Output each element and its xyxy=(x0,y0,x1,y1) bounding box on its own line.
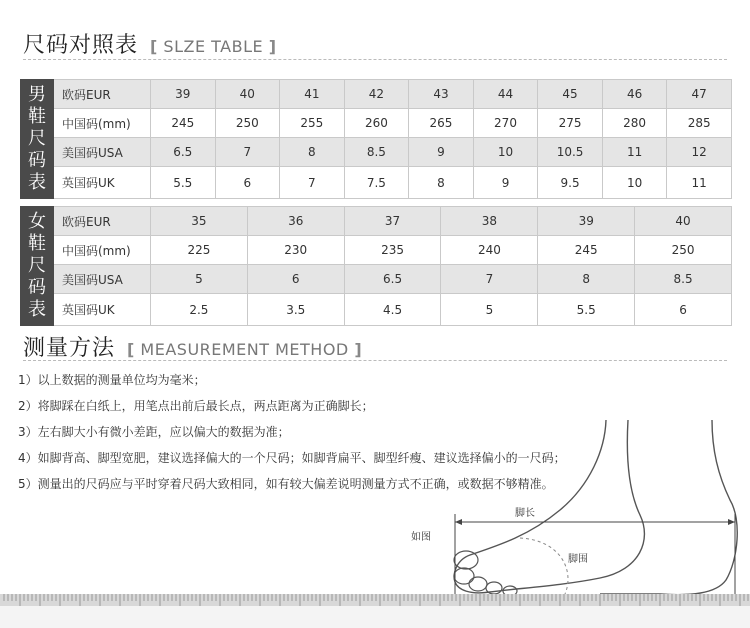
women-size-cell: 5.5 xyxy=(538,294,635,326)
men-size-cell: 47 xyxy=(667,80,732,109)
men-size-cell: 270 xyxy=(473,109,538,138)
women-row-label: 英国码UK xyxy=(54,294,151,326)
women-side-char: 鞋 xyxy=(28,233,46,254)
men-row xyxy=(21,167,732,199)
men-size-cell: 8.5 xyxy=(344,138,409,167)
men-size-cell: 10 xyxy=(602,167,667,199)
women-row-label: 中国码(mm) xyxy=(54,236,151,265)
men-size-cell: 275 xyxy=(538,109,603,138)
step-4: 4）如脚背高、脚型宽肥，建议选择偏大的一个尺码；如脚背扁平、脚型纤瘦、建议选择偏小的一尺码； xyxy=(18,451,566,465)
foot-measurement-diagram xyxy=(0,410,750,628)
women-side-char: 女 xyxy=(28,211,46,232)
men-side-char: 鞋 xyxy=(28,106,46,127)
men-size-cell: 40 xyxy=(215,80,280,109)
men-size-cell: 10.5 xyxy=(538,138,603,167)
men-size-cell: 10 xyxy=(473,138,538,167)
men-size-cell: 250 xyxy=(215,109,280,138)
women-size-cell: 3.5 xyxy=(247,294,344,326)
foot-girth-label: 脚围 xyxy=(568,554,588,565)
foot-illustration xyxy=(0,410,750,628)
measurement-heading xyxy=(23,331,362,362)
men-size-cell: 45 xyxy=(538,80,603,109)
women-size-cell: 7 xyxy=(441,265,538,294)
men-row xyxy=(21,80,732,109)
men-size-cell: 39 xyxy=(151,80,216,109)
women-size-cell: 40 xyxy=(635,207,732,236)
men-size-cell: 9 xyxy=(409,138,474,167)
men-size-cell: 265 xyxy=(409,109,474,138)
step-3: 3）左右脚大小有微小差距，应以偏大的数据为准； xyxy=(18,425,290,439)
men-side-char: 男 xyxy=(28,84,46,105)
women-size-cell: 5 xyxy=(151,265,248,294)
men-row-label: 英国码UK xyxy=(54,167,151,199)
women-size-cell: 5 xyxy=(441,294,538,326)
men-row-label: 美国码USA xyxy=(54,138,151,167)
women-side-label xyxy=(21,207,54,326)
men-size-cell: 6 xyxy=(215,167,280,199)
men-size-cell: 41 xyxy=(280,80,345,109)
men-size-cell: 43 xyxy=(409,80,474,109)
women-size-cell: 6 xyxy=(247,265,344,294)
size-chart-heading xyxy=(23,28,277,59)
bracket-open: [ xyxy=(127,340,135,359)
men-row xyxy=(21,138,732,167)
size-chart-subtitle-text: SLZE TABLE xyxy=(163,37,264,56)
men-side-label xyxy=(21,80,54,199)
women-size-cell: 8 xyxy=(538,265,635,294)
men-size-cell: 285 xyxy=(667,109,732,138)
women-size-table xyxy=(20,206,732,326)
women-size-cell: 8.5 xyxy=(635,265,732,294)
measurement-title: 测量方法 xyxy=(23,336,116,361)
men-side-char: 表 xyxy=(28,172,46,193)
bracket-close: ] xyxy=(354,340,363,359)
size-chart-title: 尺码对照表 xyxy=(23,33,139,58)
men-size-cell: 255 xyxy=(280,109,345,138)
women-row xyxy=(21,294,732,326)
women-size-cell: 230 xyxy=(247,236,344,265)
men-size-cell: 6.5 xyxy=(151,138,216,167)
measurement-subtitle xyxy=(127,340,362,359)
men-size-cell: 5.5 xyxy=(151,167,216,199)
men-size-cell: 260 xyxy=(344,109,409,138)
men-size-cell: 280 xyxy=(602,109,667,138)
foot-length-label: 脚长 xyxy=(515,508,535,519)
women-row-label: 欧码EUR xyxy=(54,207,151,236)
women-size-cell: 35 xyxy=(151,207,248,236)
men-size-cell: 9.5 xyxy=(538,167,603,199)
heading-divider xyxy=(23,360,727,361)
women-size-cell: 245 xyxy=(538,236,635,265)
heading-divider xyxy=(23,59,727,60)
women-row xyxy=(21,236,732,265)
men-size-cell: 245 xyxy=(151,109,216,138)
women-side-char: 码 xyxy=(28,277,46,298)
men-size-cell: 44 xyxy=(473,80,538,109)
men-side-char: 尺 xyxy=(28,128,46,149)
men-size-cell: 11 xyxy=(602,138,667,167)
men-size-cell: 8 xyxy=(280,138,345,167)
men-row-label: 欧码EUR xyxy=(54,80,151,109)
size-chart-subtitle xyxy=(150,37,277,56)
men-row xyxy=(21,109,732,138)
men-size-cell: 46 xyxy=(602,80,667,109)
women-size-cell: 240 xyxy=(441,236,538,265)
women-row-label: 美国码USA xyxy=(54,265,151,294)
women-row xyxy=(21,265,732,294)
women-size-cell: 37 xyxy=(344,207,441,236)
step-1: 1）以上数据的测量单位均为毫米； xyxy=(18,373,206,387)
men-size-cell: 7 xyxy=(215,138,280,167)
men-size-table xyxy=(20,79,732,199)
women-size-cell: 250 xyxy=(635,236,732,265)
women-size-cell: 4.5 xyxy=(344,294,441,326)
men-size-cell: 7.5 xyxy=(344,167,409,199)
women-size-cell: 39 xyxy=(538,207,635,236)
women-size-cell: 6 xyxy=(635,294,732,326)
women-size-cell: 38 xyxy=(441,207,538,236)
women-size-cell: 36 xyxy=(247,207,344,236)
men-size-cell: 7 xyxy=(280,167,345,199)
men-size-cell: 11 xyxy=(667,167,732,199)
women-size-cell: 235 xyxy=(344,236,441,265)
men-size-cell: 12 xyxy=(667,138,732,167)
women-size-cell: 6.5 xyxy=(344,265,441,294)
men-size-cell: 42 xyxy=(344,80,409,109)
men-size-cell: 8 xyxy=(409,167,474,199)
women-side-char: 尺 xyxy=(28,255,46,276)
women-side-char: 表 xyxy=(28,299,46,320)
men-size-cell: 9 xyxy=(473,167,538,199)
women-row xyxy=(21,207,732,236)
men-row-label: 中国码(mm) xyxy=(54,109,151,138)
men-side-char: 码 xyxy=(28,150,46,171)
measurement-subtitle-text: MEASUREMENT METHOD xyxy=(140,340,349,359)
bracket-close: ] xyxy=(268,37,277,56)
example-label: 如图 xyxy=(411,532,431,543)
women-size-cell: 2.5 xyxy=(151,294,248,326)
bracket-open: [ xyxy=(150,37,158,56)
step-5: 5）测量出的尺码应与平时穿着尺码大致相同，如有较大偏差说明测量方式不正确，或数据不够精准。 xyxy=(18,477,554,491)
women-size-cell: 225 xyxy=(151,236,248,265)
step-2: 2）将脚踩在白纸上，用笔点出前后最长点，两点距离为正确脚长； xyxy=(18,399,374,413)
